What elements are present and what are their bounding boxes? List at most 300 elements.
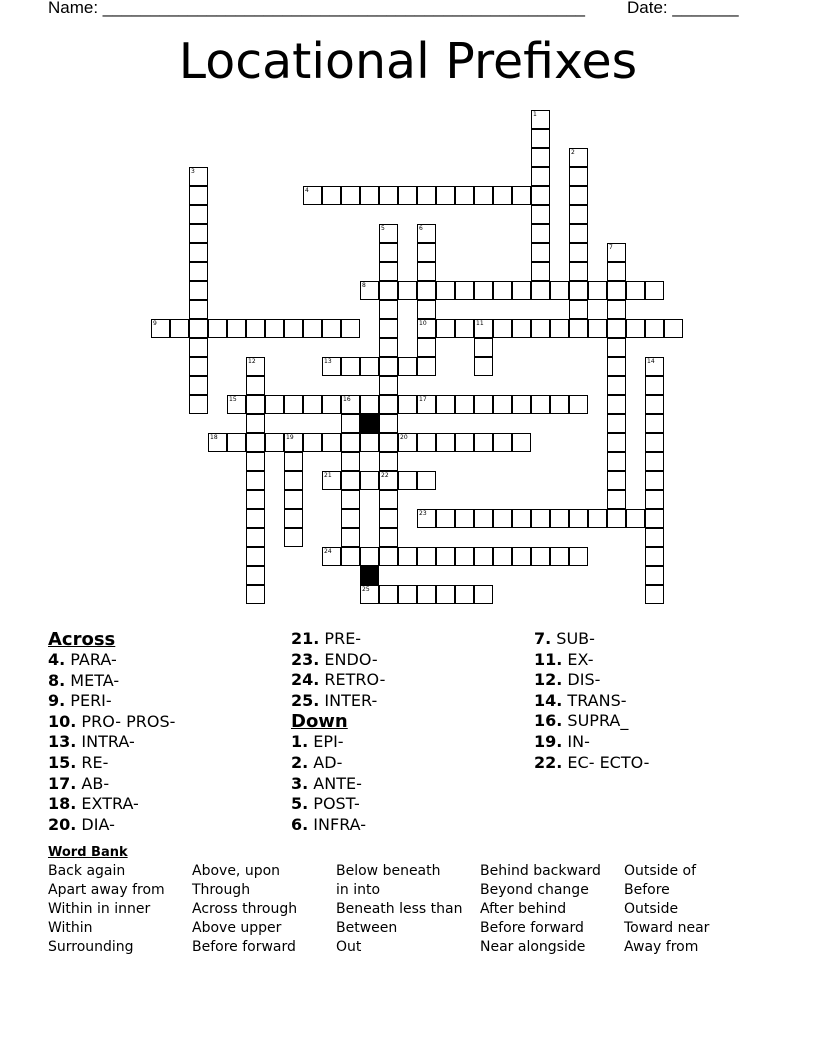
grid-cell[interactable] <box>607 338 626 357</box>
grid-cell[interactable] <box>189 186 208 205</box>
grid-cell[interactable] <box>341 547 360 566</box>
grid-cell[interactable] <box>284 509 303 528</box>
grid-cell[interactable] <box>645 281 664 300</box>
grid-cell[interactable] <box>607 376 626 395</box>
grid-cell[interactable] <box>607 357 626 376</box>
clue-item <box>291 774 385 795</box>
word-bank-item: Through <box>192 882 251 898</box>
grid-cell[interactable] <box>417 395 436 414</box>
cell-number: 4 <box>305 187 309 194</box>
grid-cell[interactable] <box>569 148 588 167</box>
grid-cell[interactable] <box>550 547 569 566</box>
grid-cell[interactable] <box>645 566 664 585</box>
grid-cell[interactable] <box>398 186 417 205</box>
date-field[interactable]: Date: _______ <box>627 0 739 17</box>
grid-cell[interactable] <box>645 528 664 547</box>
grid-cell[interactable] <box>569 300 588 319</box>
grid-cell[interactable] <box>417 585 436 604</box>
grid-cell[interactable] <box>607 433 626 452</box>
grid-cell[interactable] <box>493 186 512 205</box>
grid-cell[interactable] <box>360 547 379 566</box>
grid-cell[interactable] <box>303 395 322 414</box>
grid-cell[interactable] <box>379 376 398 395</box>
grid-cell[interactable] <box>569 547 588 566</box>
grid-cell[interactable] <box>417 357 436 376</box>
grid-cell[interactable] <box>208 319 227 338</box>
clue-text: IN- <box>562 731 590 751</box>
grid-cell[interactable] <box>474 281 493 300</box>
grid-cell[interactable] <box>379 490 398 509</box>
cell-number: 22 <box>381 472 389 479</box>
grid-cell[interactable] <box>531 547 550 566</box>
grid-cell[interactable] <box>341 414 360 433</box>
grid-cell[interactable] <box>398 395 417 414</box>
grid-cell[interactable] <box>550 281 569 300</box>
grid-cell[interactable] <box>645 414 664 433</box>
grid-cell[interactable] <box>379 243 398 262</box>
clue-item <box>291 794 385 815</box>
grid-cell[interactable] <box>531 205 550 224</box>
grid-cell[interactable] <box>474 509 493 528</box>
grid-cell[interactable] <box>512 319 531 338</box>
grid-cell[interactable] <box>607 281 626 300</box>
clue-number: 19. <box>534 731 563 751</box>
grid-cell[interactable] <box>569 281 588 300</box>
grid-cell[interactable] <box>626 281 645 300</box>
grid-cell[interactable] <box>265 433 284 452</box>
grid-cell[interactable] <box>227 395 246 414</box>
clue-number: 13. <box>48 732 77 752</box>
grid-cell[interactable] <box>474 433 493 452</box>
clue-text: PRO- PROS- <box>76 711 176 731</box>
grid-cell[interactable] <box>379 262 398 281</box>
grid-cell[interactable] <box>474 186 493 205</box>
grid-cell[interactable] <box>379 281 398 300</box>
grid-cell[interactable] <box>246 414 265 433</box>
clue-number: 21. <box>291 629 320 648</box>
grid-cell[interactable] <box>474 338 493 357</box>
grid-cell[interactable] <box>436 281 455 300</box>
grid-cell[interactable] <box>189 224 208 243</box>
grid-cell[interactable] <box>645 547 664 566</box>
word-bank-item: Behind backward <box>480 863 601 879</box>
grid-cell[interactable] <box>512 281 531 300</box>
grid-cell[interactable] <box>493 319 512 338</box>
clue-text: INTER- <box>319 690 378 710</box>
grid-cell[interactable] <box>569 262 588 281</box>
clue-text: ENDO- <box>319 649 378 669</box>
grid-cell[interactable] <box>322 319 341 338</box>
grid-cell[interactable] <box>379 338 398 357</box>
grid-cell[interactable] <box>645 452 664 471</box>
grid-cell[interactable] <box>550 509 569 528</box>
grid-cell[interactable] <box>417 547 436 566</box>
black-square <box>360 414 379 433</box>
grid-cell[interactable] <box>607 300 626 319</box>
clues-column-1 <box>48 629 175 835</box>
grid-cell[interactable] <box>531 509 550 528</box>
grid-cell[interactable] <box>341 509 360 528</box>
cell-number: 23 <box>419 510 427 517</box>
grid-cell[interactable] <box>417 338 436 357</box>
grid-cell[interactable] <box>246 547 265 566</box>
grid-cell[interactable] <box>379 547 398 566</box>
grid-cell[interactable] <box>246 509 265 528</box>
grid-cell[interactable] <box>436 186 455 205</box>
grid-cell[interactable] <box>379 585 398 604</box>
grid-cell[interactable] <box>379 224 398 243</box>
word-bank-item: Near alongside <box>480 939 586 955</box>
clue-text: SUPRA_ <box>562 711 629 731</box>
grid-cell[interactable] <box>607 452 626 471</box>
grid-cell[interactable] <box>531 167 550 186</box>
grid-cell[interactable] <box>189 357 208 376</box>
grid-cell[interactable] <box>284 471 303 490</box>
grid-cell[interactable] <box>417 243 436 262</box>
grid-cell[interactable] <box>512 509 531 528</box>
clue-text: AB- <box>76 773 110 793</box>
grid-cell[interactable] <box>189 205 208 224</box>
grid-cell[interactable] <box>151 319 170 338</box>
grid-cell[interactable] <box>398 281 417 300</box>
clue-text: META- <box>65 670 120 690</box>
grid-cell[interactable] <box>322 547 341 566</box>
grid-cell[interactable] <box>360 281 379 300</box>
grid-cell[interactable] <box>664 319 683 338</box>
word-bank-item: Before forward <box>480 920 584 936</box>
grid-cell[interactable] <box>474 547 493 566</box>
grid-cell[interactable] <box>360 395 379 414</box>
grid-cell[interactable] <box>398 471 417 490</box>
clue-number: 17. <box>48 773 77 793</box>
grid-cell[interactable] <box>360 471 379 490</box>
grid-cell[interactable] <box>474 585 493 604</box>
grid-cell[interactable] <box>436 547 455 566</box>
clue-item <box>48 794 175 815</box>
grid-cell[interactable] <box>360 433 379 452</box>
grid-cell[interactable] <box>360 357 379 376</box>
grid-cell[interactable] <box>645 376 664 395</box>
grid-cell[interactable] <box>588 281 607 300</box>
word-bank <box>48 862 808 957</box>
grid-cell[interactable] <box>284 490 303 509</box>
grid-cell[interactable] <box>607 414 626 433</box>
grid-cell[interactable] <box>436 433 455 452</box>
clue-item <box>534 650 649 671</box>
grid-cell[interactable] <box>436 319 455 338</box>
grid-cell[interactable] <box>417 433 436 452</box>
clue-number: 9. <box>48 691 66 711</box>
grid-cell[interactable] <box>569 395 588 414</box>
grid-cell[interactable] <box>417 281 436 300</box>
clue-text: INTRA- <box>76 732 135 752</box>
grid-cell[interactable] <box>341 357 360 376</box>
grid-cell[interactable] <box>455 319 474 338</box>
clue-item <box>534 732 649 753</box>
word-bank-item: Above upper <box>192 920 282 936</box>
grid-cell[interactable] <box>246 395 265 414</box>
grid-cell[interactable] <box>417 509 436 528</box>
grid-cell[interactable] <box>550 395 569 414</box>
cell-number: 14 <box>647 358 655 365</box>
grid-cell[interactable] <box>379 528 398 547</box>
grid-cell[interactable] <box>322 433 341 452</box>
name-field[interactable]: Name: ___________________________________________________ <box>48 0 585 17</box>
grid-cell[interactable] <box>588 319 607 338</box>
grid-cell[interactable] <box>493 433 512 452</box>
grid-cell[interactable] <box>512 547 531 566</box>
word-bank-item: Below beneath <box>336 863 441 879</box>
clue-text: EC- ECTO- <box>562 752 650 772</box>
grid-cell[interactable] <box>417 471 436 490</box>
clue-number: 16. <box>534 711 563 731</box>
grid-cell[interactable] <box>607 471 626 490</box>
grid-cell[interactable] <box>189 262 208 281</box>
grid-cell[interactable] <box>493 547 512 566</box>
grid-cell[interactable] <box>455 281 474 300</box>
grid-cell[interactable] <box>189 167 208 186</box>
cell-number: 15 <box>229 396 237 403</box>
grid-cell[interactable] <box>455 395 474 414</box>
grid-cell[interactable] <box>284 395 303 414</box>
grid-cell[interactable] <box>436 509 455 528</box>
grid-cell[interactable] <box>322 395 341 414</box>
clue-text: PERI- <box>65 691 112 711</box>
grid-cell[interactable] <box>379 395 398 414</box>
grid-cell[interactable] <box>417 262 436 281</box>
grid-cell[interactable] <box>417 224 436 243</box>
word-bank-item: Beneath less than <box>336 901 463 917</box>
grid-cell[interactable] <box>189 300 208 319</box>
grid-cell[interactable] <box>360 186 379 205</box>
word-bank-item: Above, upon <box>192 863 281 879</box>
grid-cell[interactable] <box>341 319 360 338</box>
cell-number: 11 <box>476 320 484 327</box>
grid-cell[interactable] <box>531 319 550 338</box>
grid-cell[interactable] <box>246 319 265 338</box>
grid-cell[interactable] <box>227 319 246 338</box>
grid-cell[interactable] <box>265 319 284 338</box>
grid-cell[interactable] <box>512 186 531 205</box>
grid-cell[interactable] <box>645 319 664 338</box>
clue-number: 12. <box>534 670 563 690</box>
grid-cell[interactable] <box>645 433 664 452</box>
grid-cell[interactable] <box>246 566 265 585</box>
grid-cell[interactable] <box>645 490 664 509</box>
grid-cell[interactable] <box>322 186 341 205</box>
grid-cell[interactable] <box>493 395 512 414</box>
grid-cell[interactable] <box>379 319 398 338</box>
grid-cell[interactable] <box>322 471 341 490</box>
clue-text: EPI- <box>308 732 344 752</box>
cell-number: 20 <box>400 434 408 441</box>
grid-cell[interactable] <box>189 281 208 300</box>
grid-cell[interactable] <box>493 509 512 528</box>
grid-cell[interactable] <box>569 167 588 186</box>
clue-text: PRE- <box>319 629 362 648</box>
clues-column-3 <box>534 629 649 773</box>
grid-cell[interactable] <box>341 186 360 205</box>
grid-cell[interactable] <box>322 357 341 376</box>
clue-number: 22. <box>534 752 563 772</box>
grid-cell[interactable] <box>379 186 398 205</box>
grid-cell[interactable] <box>398 433 417 452</box>
grid-cell[interactable] <box>569 186 588 205</box>
clue-item <box>534 753 649 774</box>
grid-cell[interactable] <box>246 471 265 490</box>
word-bank-item: After behind <box>480 901 567 917</box>
grid-cell[interactable] <box>341 452 360 471</box>
clue-text: SUB- <box>551 629 595 648</box>
grid-cell[interactable] <box>436 395 455 414</box>
clue-number: 4. <box>48 650 66 669</box>
grid-cell[interactable] <box>569 224 588 243</box>
word-bank-item: Beyond change <box>480 882 589 898</box>
grid-cell[interactable] <box>550 319 569 338</box>
grid-cell[interactable] <box>455 186 474 205</box>
grid-cell[interactable] <box>379 433 398 452</box>
grid-cell[interactable] <box>569 205 588 224</box>
grid-cell[interactable] <box>531 395 550 414</box>
grid-cell[interactable] <box>208 433 227 452</box>
grid-cell[interactable] <box>189 395 208 414</box>
grid-cell[interactable] <box>626 509 645 528</box>
grid-cell[interactable] <box>341 471 360 490</box>
grid-cell[interactable] <box>417 186 436 205</box>
grid-cell[interactable] <box>607 262 626 281</box>
clue-item <box>291 629 385 650</box>
grid-cell[interactable] <box>246 357 265 376</box>
grid-cell[interactable] <box>645 471 664 490</box>
clue-item <box>534 629 649 650</box>
grid-cell[interactable] <box>531 243 550 262</box>
clue-text: EXTRA- <box>76 794 139 814</box>
grid-cell[interactable] <box>569 319 588 338</box>
grid-cell[interactable] <box>341 433 360 452</box>
clue-item <box>48 815 175 836</box>
grid-cell[interactable] <box>607 509 626 528</box>
grid-cell[interactable] <box>341 490 360 509</box>
grid-cell[interactable] <box>645 357 664 376</box>
clue-item <box>48 691 175 712</box>
clue-text: PARA- <box>65 650 117 669</box>
grid-cell[interactable] <box>189 243 208 262</box>
grid-cell[interactable] <box>246 585 265 604</box>
grid-cell[interactable] <box>360 585 379 604</box>
grid-cell[interactable] <box>398 585 417 604</box>
grid-cell[interactable] <box>189 319 208 338</box>
clue-item <box>291 815 385 836</box>
word-bank-item: in into <box>336 882 381 898</box>
clue-number: 11. <box>534 649 563 669</box>
clue-number: 2. <box>291 752 309 772</box>
grid-cell[interactable] <box>607 490 626 509</box>
grid-cell[interactable] <box>455 433 474 452</box>
grid-cell[interactable] <box>246 490 265 509</box>
grid-cell[interactable] <box>531 281 550 300</box>
grid-cell[interactable] <box>512 433 531 452</box>
grid-cell[interactable] <box>645 509 664 528</box>
grid-cell[interactable] <box>417 300 436 319</box>
grid-cell[interactable] <box>569 509 588 528</box>
grid-cell[interactable] <box>588 509 607 528</box>
grid-cell[interactable] <box>246 433 265 452</box>
grid-cell[interactable] <box>379 414 398 433</box>
cell-number: 7 <box>609 244 613 251</box>
grid-cell[interactable] <box>436 585 455 604</box>
grid-cell[interactable] <box>170 319 189 338</box>
grid-cell[interactable] <box>531 186 550 205</box>
grid-cell[interactable] <box>341 528 360 547</box>
grid-cell[interactable] <box>246 452 265 471</box>
grid-cell[interactable] <box>474 395 493 414</box>
grid-cell[interactable] <box>531 148 550 167</box>
grid-cell[interactable] <box>455 547 474 566</box>
grid-cell[interactable] <box>512 395 531 414</box>
grid-cell[interactable] <box>303 186 322 205</box>
grid-cell[interactable] <box>493 281 512 300</box>
grid-cell[interactable] <box>417 319 436 338</box>
grid-cell[interactable] <box>474 319 493 338</box>
clue-number: 20. <box>48 814 77 834</box>
cell-number: 25 <box>362 586 370 593</box>
cell-number: 8 <box>362 282 366 289</box>
grid-cell[interactable] <box>645 585 664 604</box>
grid-cell[interactable] <box>645 395 664 414</box>
grid-cell[interactable] <box>284 528 303 547</box>
grid-cell[interactable] <box>246 528 265 547</box>
grid-cell[interactable] <box>246 376 265 395</box>
grid-cell[interactable] <box>303 433 322 452</box>
grid-cell[interactable] <box>189 376 208 395</box>
grid-cell[interactable] <box>284 452 303 471</box>
grid-cell[interactable] <box>284 319 303 338</box>
grid-cell[interactable] <box>189 338 208 357</box>
grid-cell[interactable] <box>626 319 645 338</box>
grid-cell[interactable] <box>531 224 550 243</box>
grid-cell[interactable] <box>379 357 398 376</box>
grid-cell[interactable] <box>531 129 550 148</box>
clue-number: 24. <box>291 670 320 690</box>
grid-cell[interactable] <box>379 452 398 471</box>
grid-cell[interactable] <box>569 243 588 262</box>
grid-cell[interactable] <box>398 547 417 566</box>
grid-cell[interactable] <box>474 357 493 376</box>
grid-cell[interactable] <box>379 509 398 528</box>
clue-text: TRANS- <box>562 690 627 710</box>
grid-cell[interactable] <box>341 395 360 414</box>
grid-cell[interactable] <box>379 471 398 490</box>
grid-cell[interactable] <box>455 585 474 604</box>
grid-cell[interactable] <box>227 433 246 452</box>
clue-text: ANTE- <box>308 773 362 793</box>
grid-cell[interactable] <box>531 110 550 129</box>
cell-number: 5 <box>381 225 385 232</box>
grid-cell[interactable] <box>531 262 550 281</box>
grid-cell[interactable] <box>398 357 417 376</box>
grid-cell[interactable] <box>607 243 626 262</box>
clue-number: 23. <box>291 649 320 669</box>
clue-text: DIS- <box>562 670 601 690</box>
grid-cell[interactable] <box>607 319 626 338</box>
grid-cell[interactable] <box>265 395 284 414</box>
grid-cell[interactable] <box>455 509 474 528</box>
grid-cell[interactable] <box>379 300 398 319</box>
grid-cell[interactable] <box>607 395 626 414</box>
grid-cell[interactable] <box>284 433 303 452</box>
grid-cell[interactable] <box>303 319 322 338</box>
word-bank-item: Toward near <box>624 920 710 936</box>
